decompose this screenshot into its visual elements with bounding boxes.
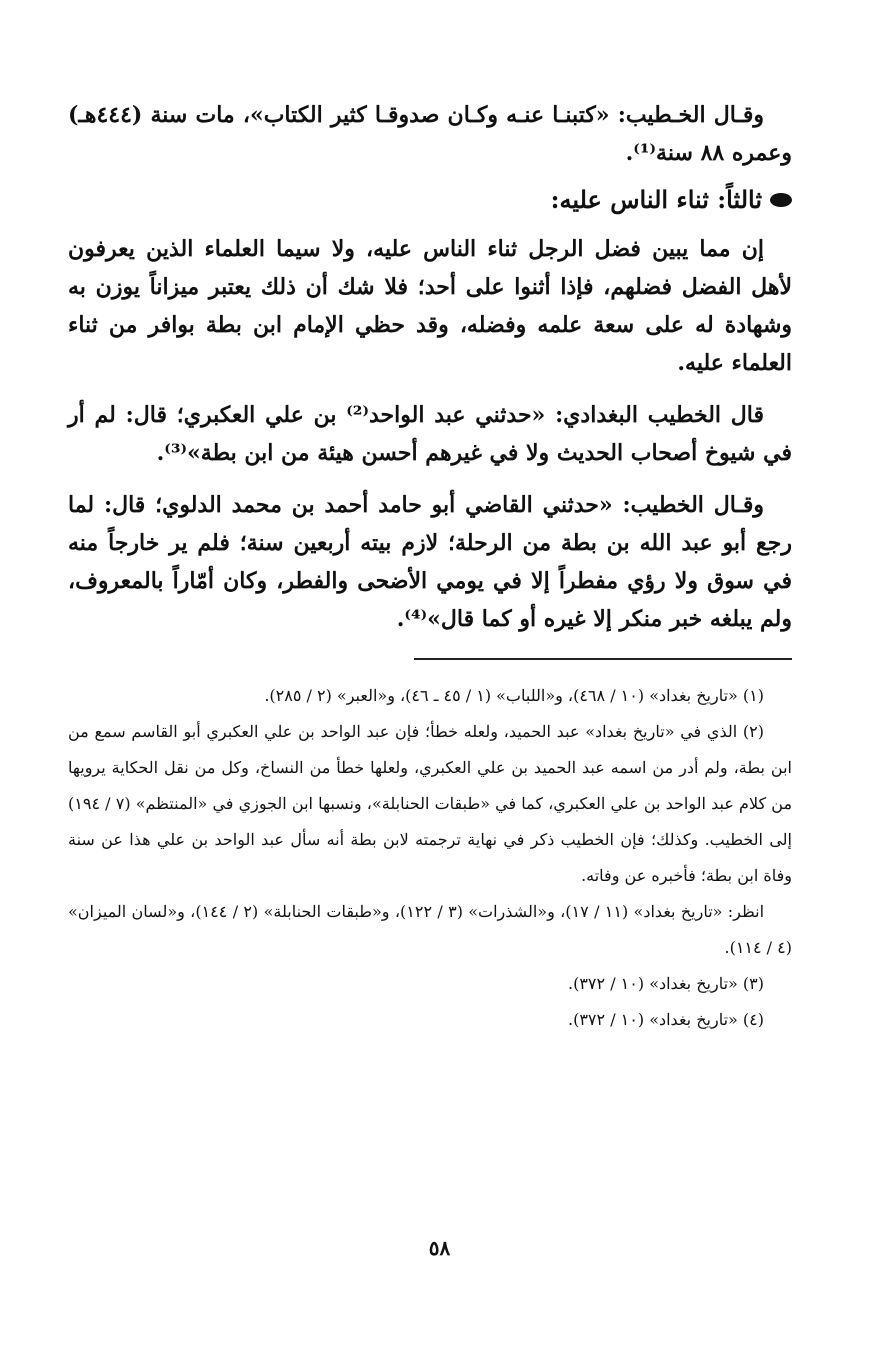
footnote-3: (٣) «تاريخ بغداد» (١٠ / ٣٧٢). bbox=[568, 974, 764, 993]
paragraph-khatib-quote: وقـال الخـطيب: «كتبنـا عنـه وكـان صدوقـا كثير الكتاب»، مات سنة (٤٤٤هـ) وعمره ٨٨ سنة⁽¹⁾. bbox=[68, 102, 792, 166]
bullet-dot-icon bbox=[770, 193, 792, 207]
footnote-2-refs: انظر: «تاريخ بغداد» (١١ / ١٧)، و«الشذرات» (٣ / ١٢٢)، و«طبقات الحنابلة» (٢ / ١٤٤)، و«لسان الميزان» (٤ / ١١٤). bbox=[68, 902, 792, 957]
footnote-2: (٢) الذي في «تاريخ بغداد» عبد الحميد، ولعله خطأ؛ فإن عبد الواحد بن علي العكبري أبو القاسم سمع من ابن بطة، ولم أدر من اسمه عبد الحميد بن علي العكبري، ولعلها خطأ من النساخ، وكل من نقل الحكاية يرويها من كلام عبد الواحد بن علي العكبري، كما في «طبقات الحنابلة»، ونسبها ابن الجوزي في «المنتظم» (٧ / ١٩٤) إلى الخطيب. وكذلك؛ فإن الخطيب ذكر في نهاية ترجمته لابن بطة أنه سأل عبد الواحد بن علي هذا عن سنة وفاة ابن بطة؛ فأخبره عن وفاته. bbox=[68, 722, 793, 885]
section-heading-text: ثالثاً: ثناء الناس عليه: bbox=[550, 185, 762, 214]
paragraph-baghdadi-quote: قال الخطيب البغدادي: «حدثني عبد الواحد⁽²⁾ بن علي العكبري؛ قال: لم أر في شيوخ أصحاب الحديث ولا في غيرهم أحسن هيئة من ابن بطة»⁽³⁾. bbox=[68, 402, 792, 466]
footnote-1: (١) «تاريخ بغداد» (١٠ / ٤٦٨)، و«اللباب» (١ / ٤٥ ـ ٤٦)، و«العبر» (٢ / ٢٨٥). bbox=[264, 686, 764, 705]
section-heading bbox=[68, 180, 792, 220]
paragraph-dalwi-quote: وقـال الخطيب: «حدثني القاضي أبو حامد أحمد بن محمد الدلوي؛ قال: لما رجع أبو عبد الله بن بطة من الرحلة؛ لازم بيته أربعين سنة؛ فلم ير خارجاً منه في سوق ولا رؤي مفطراً إلا في يومي الأضحى والفطر، وكان أمّاراً بالمعروف، ولم يبلغه خبر منكر إلا غيره أو كما قال»⁽⁴⁾. bbox=[68, 492, 792, 632]
page-number: ٥٨ bbox=[428, 1236, 451, 1260]
paragraph-praise-intro: إن مما يبين فضل الرجل ثناء الناس عليه، ولا سيما العلماء الذين يعرفون لأهل الفضل فضلهم، فإذا أثنوا على أحد؛ فلا شك أن ذلك يعتبر ميزاناً يوزن به وشهادة له على سعة علمه وفضله، وقد حظي الإمام ابن بطة بوافر من ثناء العلماء عليه. bbox=[68, 236, 792, 376]
footnotes bbox=[68, 678, 792, 1038]
page-content bbox=[68, 96, 792, 1038]
footnote-4: (٤) «تاريخ بغداد» (١٠ / ٣٧٢). bbox=[568, 1010, 764, 1029]
footnote-divider bbox=[414, 658, 792, 660]
